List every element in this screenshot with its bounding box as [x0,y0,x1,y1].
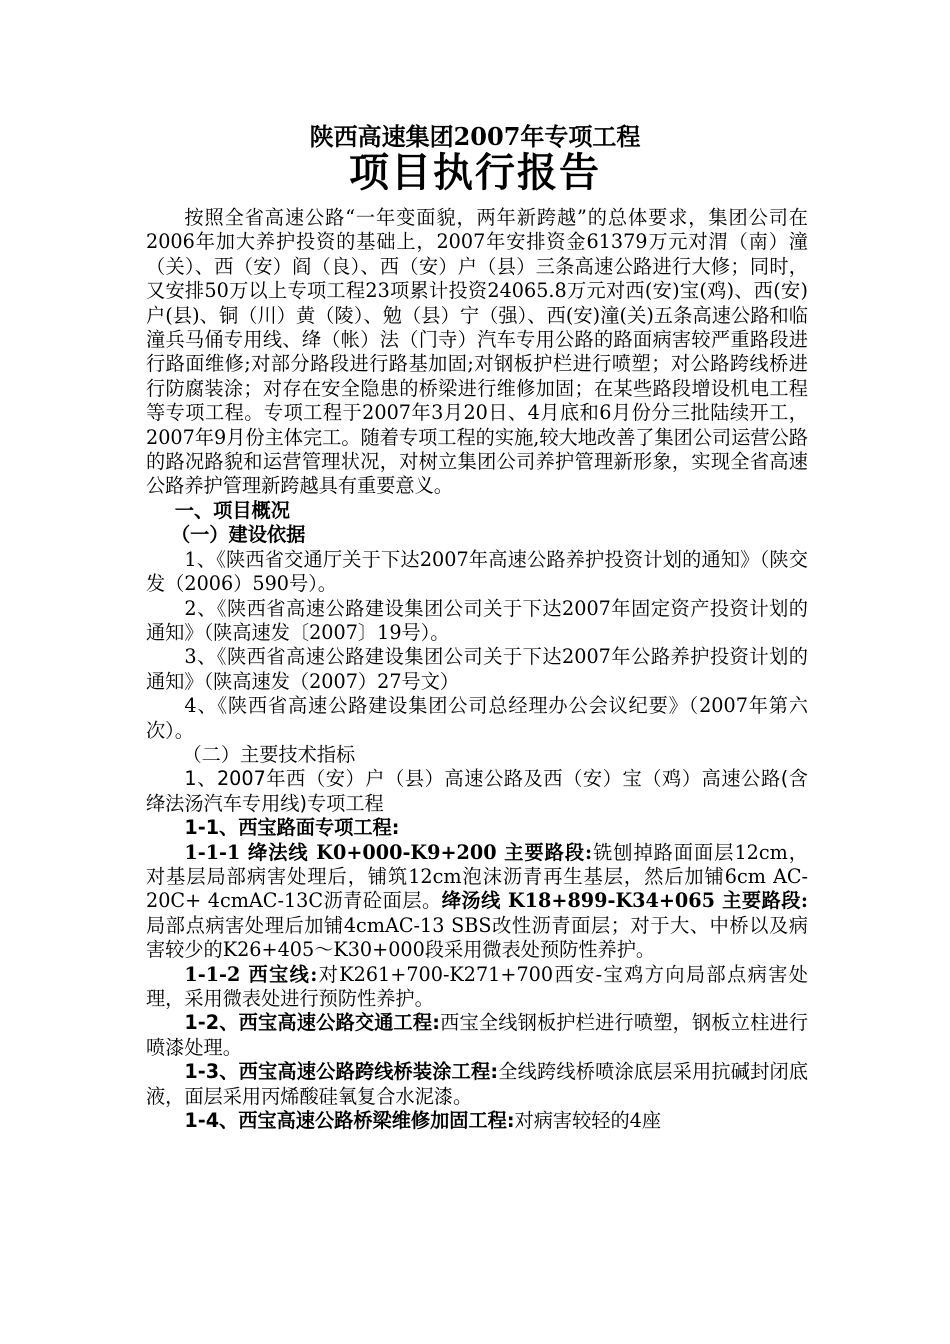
spec-label: 1-3、西宝高速公路跨线桥装涂工程: [184,1060,499,1084]
spec-text: 对K261+700-K271+700西安-宝鸡方向局部点病害处理，采用微表处进行预防性养护。 [146,962,808,1010]
basis-item: 2、《陕西省高速公路建设集团公司关于下达2007年固定资产投资计划的通知》（陕高速发〔2007〕19号）。 [146,596,808,644]
spec-paragraph [146,1060,808,1109]
spec-paragraph [146,1109,808,1133]
spec-label: 1-1-1 绛法线 K0+000-K9+200 主要路段: [184,840,593,864]
spec-text: 铣刨掉路面面层12cm，对基层局部病害处理后，铺筑12cm泡沫沥青再生基层，然后加铺6cm AC-20C+ 4cmAC-13C沥青砼面层。 [146,840,808,913]
spec-paragraph [146,1011,808,1060]
spec-text: 西宝全线钢板护栏进行喷塑，钢板立柱进行喷漆处理。 [146,1011,809,1059]
project-paragraph: 1、2007年西（安）户（县）高速公路及西（安）宝（鸡）高速公路(含绛法汤汽车专用线)专项工程 [146,767,808,815]
basis-item: 4、《陕西省高速公路建设集团公司总经理办公会议纪要》（2007年第六次）。 [146,694,808,742]
spec-label: 绛汤线 K18+899-K34+065 主要路段: [441,889,809,913]
subsection-heading: （二）主要技术指标 [182,742,356,766]
section-heading: 一、项目概况 [174,498,290,522]
report-body [146,206,808,1133]
spec-text: 全线跨线桥喷涂底层采用抗碱封闭底液，面层采用丙烯酸硅氧复合水泥漆。 [146,1060,809,1108]
report-title-line2: 项目执行报告 [349,149,601,196]
spec-label: 1-4、西宝高速公路桥梁维修加固工程: [184,1109,515,1133]
spec-label: 1-2、西宝高速公路交通工程: [184,1011,440,1035]
intro-paragraph: 按照全省高速公路“一年变面貌，两年新跨越”的总体要求，集团公司在2006年加大养护投资的基础上，2007年安排资金61379万元对渭（南）潼（关）、西（安）阎（良）、西（安）户（县）三条高速公路进行大修；同时，又安排50万以上专项工程23项累计投资24065.8万元对西(安)宝(鸡)、西(安)户(县)、铜（川）黄（陵）、勉（县）宁（强）、西(安)潼(关)五条高速公路和临潼兵马俑专用线、绛（帐）法（门寺）汽车专用公路的路面病害较严重路段进行路面维修;对部分路段进行路基加固;对钢板护栏进行喷塑；对公路跨线桥进行防腐装涂；对存在安全隐患的桥梁进行维修加固；在某些路段增设机电工程等专项工程。专项工程于2007年3月20日、4月底和6月份分三批陆续开工，2007年9月份主体完工。随着专项工程的实施,较大地改善了集团公司运营公路的路况路貌和运营管理状况，对树立集团公司养护管理新形象，实现全省高速公路养护管理新跨越具有重要意义。 [146,206,808,498]
report-title-line1: 陕西高速集团2007年专项工程 [309,122,641,151]
project-subheading: 1-1、西宝路面专项工程: [184,816,400,840]
basis-item: 1、《陕西省交通厅关于下达2007年高速公路养护投资计划的通知》（陕交发（2006）590号）。 [146,547,808,596]
spec-paragraph [146,841,808,963]
basis-item: 3、《陕西省高速公路建设集团公司关于下达2007年公路养护投资计划的通知》（陕高速发（2007）27号文） [146,645,808,693]
subsection-heading: （一）建设依据 [170,523,306,547]
spec-label: 1-1-2 西宝线: [184,962,318,986]
spec-text: 局部点病害处理后加铺4cmAC-13 SBS改性沥青面层；对于大、中桥以及病害较少的K26+405～K30+000段采用微表处预防性养护。 [146,913,808,962]
spec-paragraph [146,963,808,1012]
spec-text: 对病害较轻的4座 [514,1109,662,1133]
